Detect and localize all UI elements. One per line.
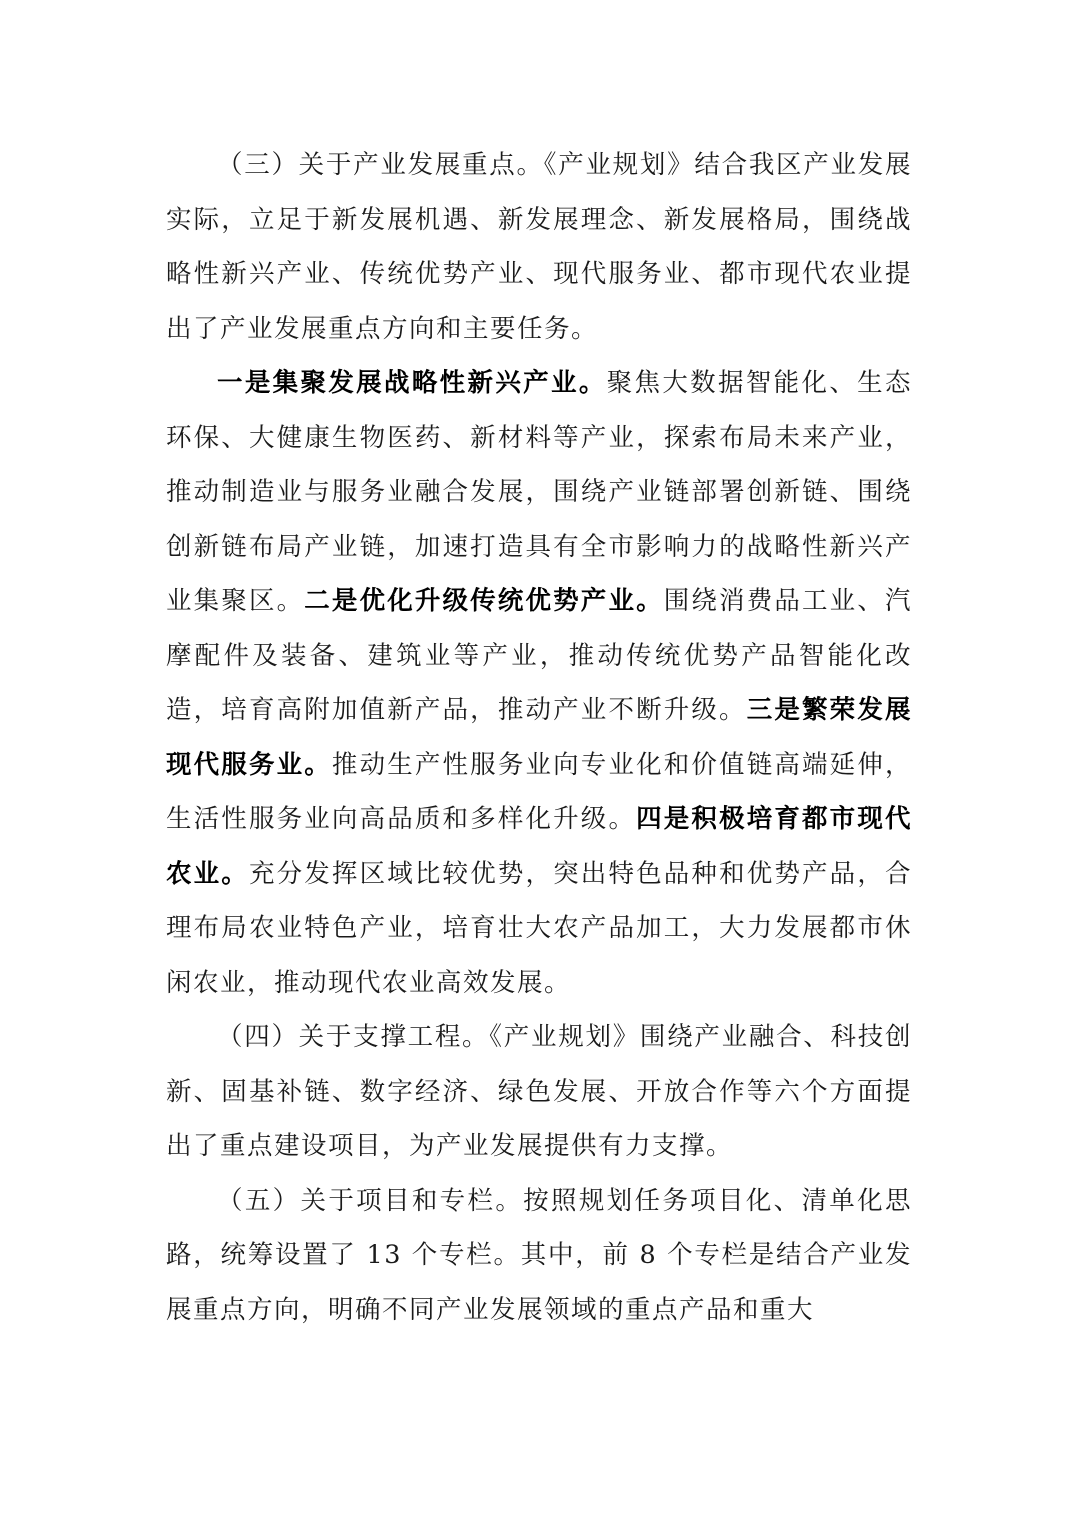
task-2-text: 围绕消费品工业、汽摩配件及装备、建筑业等产业，推动传统优势产品智能化改造，培育高附加值新产品，推动产业不断升级。: [166, 586, 912, 725]
task-3-text: 推动生产性服务业向专业化和价值链高端延伸，生活性服务业向高品质和多样化升级。: [166, 749, 912, 834]
paragraph-key-tasks: [166, 356, 912, 1010]
task-4-text: 充分发挥区域比较优势，突出特色品种和优势产品，合理布局农业特色产业，培育壮大农产品加工，大力发展都市休闲农业，推动现代农业高效发展。: [166, 858, 912, 998]
document-body: [166, 138, 912, 1337]
paragraph-section-3: [166, 138, 912, 356]
section-4-heading: （四）关于支撑工程。: [217, 1022, 490, 1052]
task-1-text: 聚焦大数据智能化、生态环保、大健康生物医药、新材料等产业，探索布局未来产业，推动制造业与服务业融合发展，围绕产业链部署创新链、围绕创新链布局产业链，加速打造具有全市影响力的战略性新兴产业集聚区。: [166, 368, 912, 616]
paragraph-section-5: [166, 1174, 912, 1338]
section-3-heading: （三）关于产业发展重点。: [217, 150, 544, 180]
task-2-title: 二是优化升级传统优势产业。: [304, 586, 664, 616]
section-3-text: 《产业规划》结合我区产业发展实际，立足于新发展机遇、新发展理念、新发展格局，围绕战略性新兴产业、传统优势产业、现代服务业、都市现代农业提出了产业发展重点方向和主要任务。: [166, 150, 912, 344]
section-5-heading: （五）关于项目和专栏。: [217, 1185, 524, 1216]
paragraph-section-4: [166, 1010, 912, 1174]
section-5-text: 按照规划任务项目化、清单化思路，统筹设置了 13 个专栏。其中，前 8 个专栏是结合产业发展重点方向，明确不同产业发展领域的重点产品和重大: [166, 1185, 912, 1325]
task-4-title: 四是积极培育都市现代农业。: [166, 804, 912, 889]
task-3-title: 三是繁荣发展现代服务业。: [166, 695, 912, 780]
task-1-title: 一是集聚发展战略性新兴产业。: [217, 368, 607, 398]
section-4-text: 《产业规划》围绕产业融合、科技创新、固基补链、数字经济、绿色发展、开放合作等六个方面提出了重点建设项目，为产业发展提供有力支撑。: [166, 1022, 912, 1161]
